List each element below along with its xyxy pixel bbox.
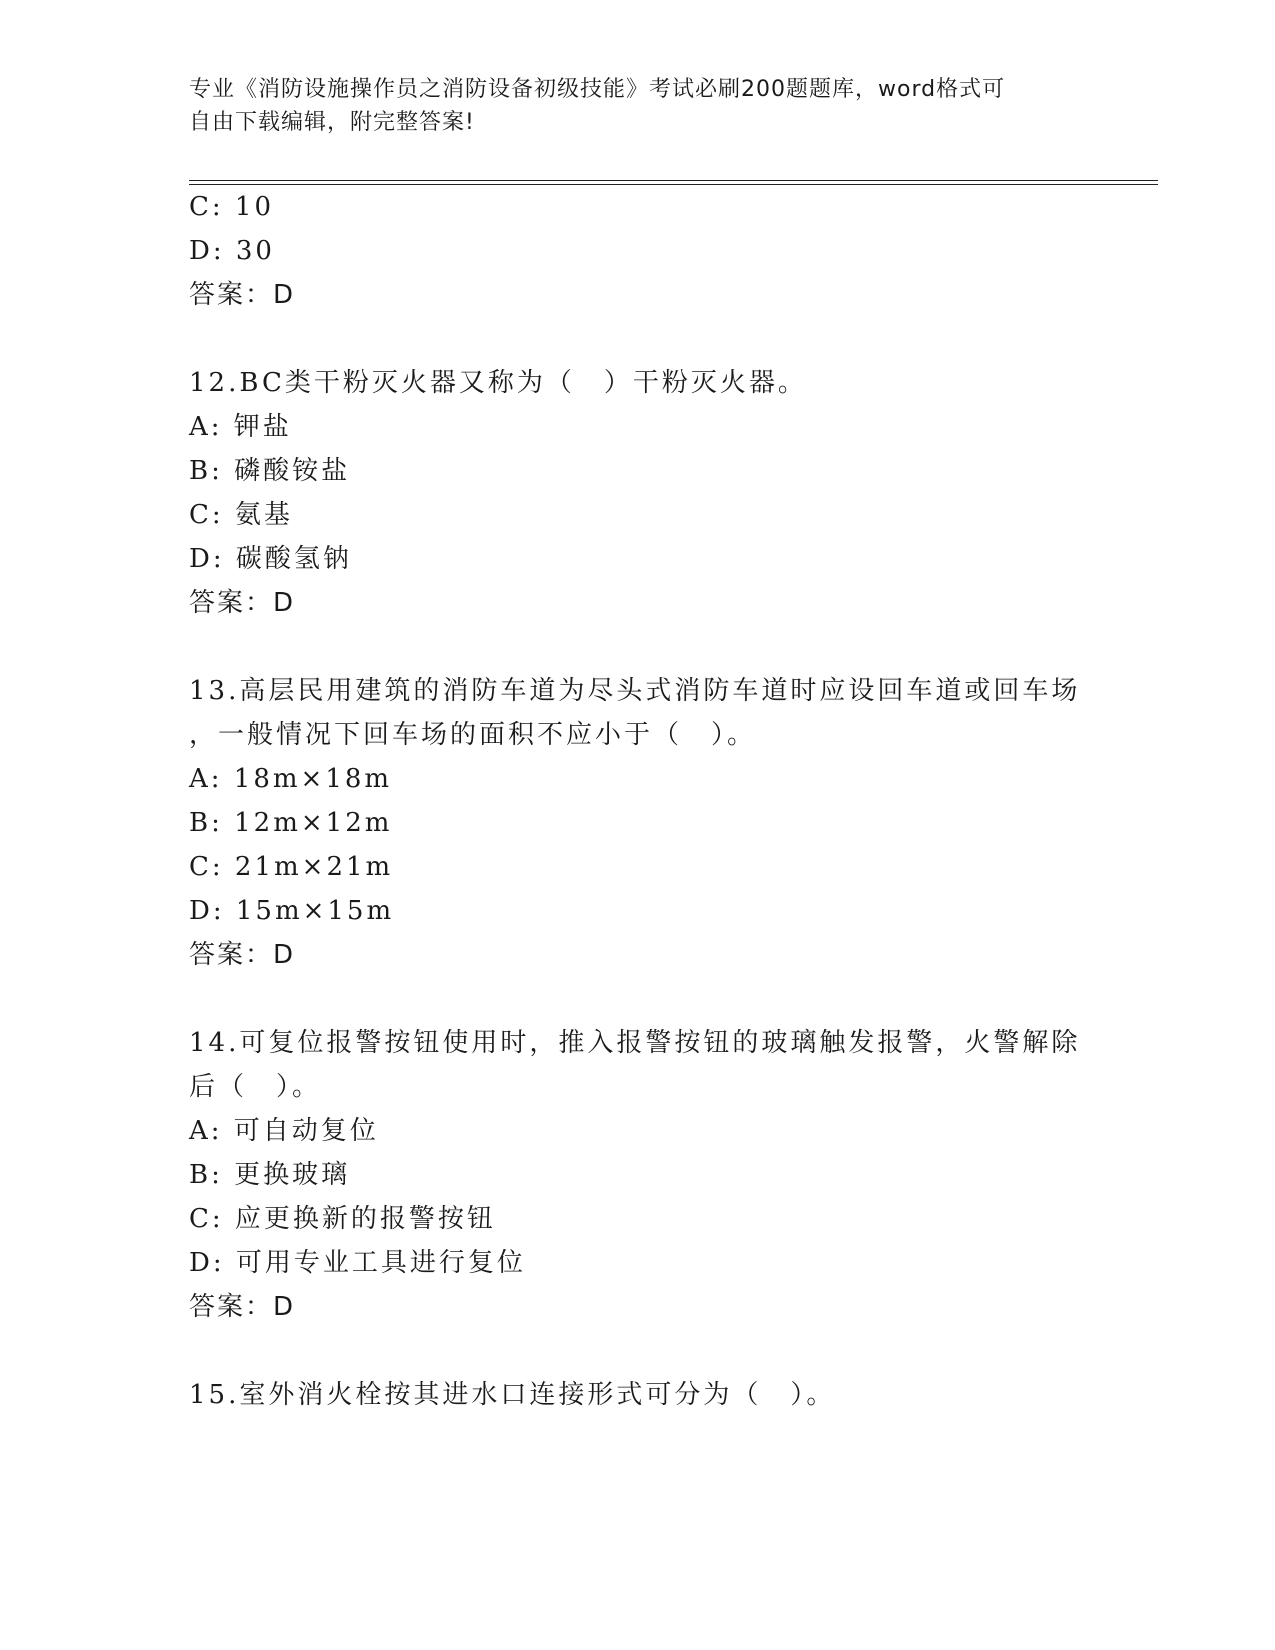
q12-option-c: C: 氨基 bbox=[189, 500, 293, 530]
q14-stem-line-1: 14.可复位报警按钮使用时，推入报警按钮的玻璃触发报警，火警解除 bbox=[189, 1028, 1081, 1058]
q11-option-c: C: 10 bbox=[189, 192, 275, 222]
q13-stem-line-1: 13.高层民用建筑的消防车道为尽头式消防车道时应设回车道或回车场 bbox=[189, 676, 1081, 706]
q11-option-d: D: 30 bbox=[189, 236, 275, 266]
header-line-2: 自由下载编辑，附完整答案! bbox=[189, 110, 475, 135]
q13-option-a: A: 18m×18m bbox=[189, 764, 393, 794]
q13-answer: 答案：D bbox=[189, 940, 296, 970]
q13-stem-line-2: ，一般情况下回车场的面积不应小于（ ）。 bbox=[189, 720, 757, 750]
q14-option-d: D: 可用专业工具进行复位 bbox=[189, 1248, 526, 1278]
q14-option-c: C: 应更换新的报警按钮 bbox=[189, 1204, 496, 1234]
q12-option-a: A: 钾盐 bbox=[189, 412, 292, 442]
q14-answer: 答案：D bbox=[189, 1292, 296, 1322]
q15-stem: 15.室外消火栓按其进水口连接形式可分为（ ）。 bbox=[189, 1380, 836, 1410]
q14-option-b: B: 更换玻璃 bbox=[189, 1160, 351, 1190]
document-header bbox=[189, 73, 1089, 139]
q13-option-d: D: 15m×15m bbox=[189, 896, 395, 926]
q12-answer: 答案：D bbox=[189, 588, 296, 618]
q12-stem: 12.BC类干粉灭火器又称为（ ）干粉灭火器。 bbox=[189, 368, 807, 398]
q13-option-c: C: 21m×21m bbox=[189, 852, 394, 882]
q12-option-d: D: 碳酸氢钠 bbox=[189, 544, 352, 574]
header-rule-top bbox=[189, 180, 1158, 181]
q11-answer: 答案：D bbox=[189, 280, 296, 310]
q13-option-b: B: 12m×12m bbox=[189, 808, 393, 838]
q14-option-a: A: 可自动复位 bbox=[189, 1116, 379, 1146]
q14-stem-line-2: 后（ ）。 bbox=[189, 1072, 322, 1102]
header-line-1: 专业《消防设施操作员之消防设备初级技能》考试必刷200题题库，word格式可 bbox=[189, 77, 1006, 102]
q12-option-b: B: 磷酸铵盐 bbox=[189, 456, 351, 486]
header-rule-bottom bbox=[189, 184, 1158, 185]
